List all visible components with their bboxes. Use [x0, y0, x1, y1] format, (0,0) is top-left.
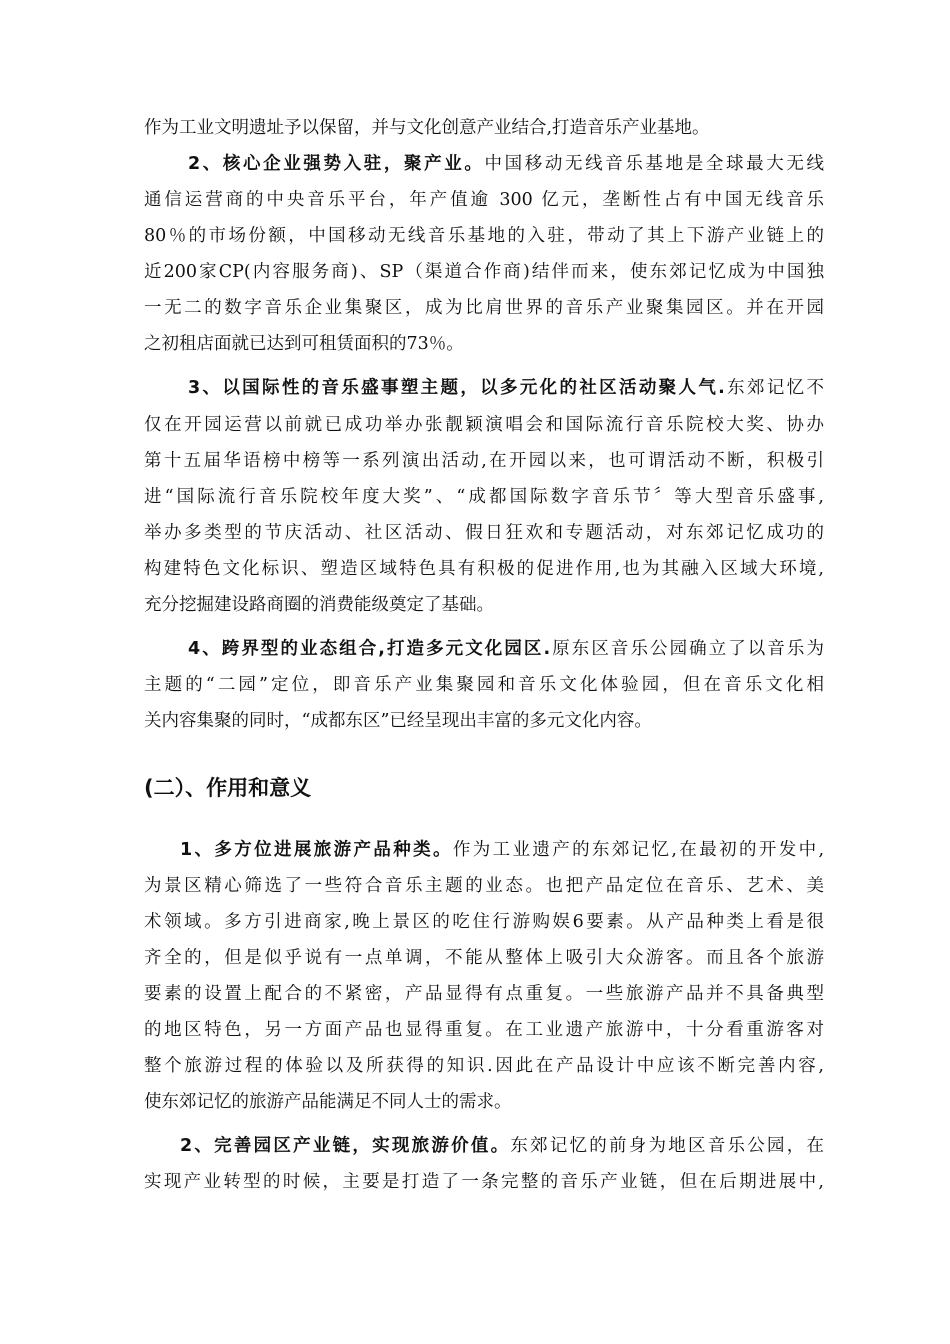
paragraph-line: 3、以国际性的音乐盛事塑主题，以多元化的社区活动聚人气.东郊记忆不	[188, 378, 824, 398]
bold-lead: 1、多方位进展旅游产品种类。	[180, 840, 453, 860]
paragraph-line: 作为工业文明遗址予以保留，并与文化创意产业结合,打造音乐产业基地。	[144, 118, 710, 138]
paragraph-line: 举办多类型的节庆活动、社区活动、假日狂欢和专题活动，对东郊记忆成功的	[144, 523, 824, 543]
paragraph-line: 使东郊记忆的旅游产品能满足不同人士的需求。	[144, 1092, 512, 1112]
paragraph-line: 进“国际流行音乐院校年度大奖”、“成都国际数字音乐节〞等大型音乐盛事,	[144, 487, 824, 507]
paragraph-line: 2、核心企业强势入驻，聚产业。中国移动无线音乐基地是全球最大无线	[188, 154, 824, 174]
bold-lead: 4、跨界型的业态组合,打造多元文化园区.	[188, 639, 551, 659]
paragraph-line: 80％的市场份额，中国移动无线音乐基地的入驻，带动了其上下游产业链上的	[144, 226, 824, 246]
bold-lead: 2、完善园区产业链，实现旅游价值。	[180, 1136, 511, 1156]
paragraph-line: 通信运营商的中央音乐平台，年产值逾 300 亿元，垄断性占有中国无线音乐	[144, 190, 824, 210]
paragraph-line: 1、多方位进展旅游产品种类。作为工业遗产的东郊记忆,在最初的开发中,	[180, 840, 825, 860]
paragraph-line: 整个旅游过程的体验以及所获得的知识.因此在产品设计中应该不断完善内容,	[144, 1056, 824, 1076]
paragraph-line: 齐全的，但是似乎说有一点单调，不能从整体上吸引大众游客。而且各个旅游	[144, 948, 824, 968]
paragraph-line: 的地区特色，另一方面产品也显得重复。在工业遗产旅游中，十分看重游客对	[144, 1020, 824, 1040]
paragraph-line: 之初租店面就已达到可租赁面积的73％。	[144, 334, 464, 354]
paragraph-line: 为景区精心筛选了一些符合音乐主题的业态。也把产品定位在音乐、艺术、美	[144, 876, 824, 896]
paragraph-line: 4、跨界型的业态组合,打造多元文化园区.原东区音乐公园确立了以音乐为	[188, 639, 824, 659]
paragraph-line: 术领域。多方引进商家,晚上景区的吃住行游购娱6要素。从产品种类上看是很	[144, 912, 824, 932]
paragraph-line: 一无二的数字音乐企业集聚区，成为比肩世界的音乐产业聚集园区。并在开园	[144, 298, 824, 318]
paragraph-line: 充分挖掘建设路商圈的消费能级奠定了基础。	[144, 595, 494, 615]
paragraph-line: 构建特色文化标识、塑造区域特色具有积极的促进作用,也为其融入区域大环境,	[144, 559, 824, 579]
paragraph-line: 2、完善园区产业链，实现旅游价值。东郊记忆的前身为地区音乐公园，在	[180, 1136, 824, 1156]
paragraph-line: 主题的“二园”定位，即音乐产业集聚园和音乐文化体验园，但在音乐文化相	[144, 675, 824, 695]
paragraph-line: 第十五届华语榜中榜等一系列演出活动,在开园以来，也可谓活动不断，积极引	[144, 451, 824, 471]
paragraph-line: 要素的设置上配合的不紧密，产品显得有点重复。一些旅游产品并不具备典型	[144, 984, 824, 1004]
paragraph-line: 仅在开园运营以前就已成功举办张靓颖演唱会和国际流行音乐院校大奖、协办	[144, 415, 824, 435]
paragraph-line: 实现产业转型的时候，主要是打造了一条完整的音乐产业链，但在后期进展中,	[144, 1172, 824, 1192]
bold-lead: 3、以国际性的音乐盛事塑主题，以多元化的社区活动聚人气.	[188, 378, 725, 398]
paragraph-line: 关内容集聚的同时，“成都东区”已经呈现出丰富的多元文化内容。	[144, 711, 652, 731]
bold-lead: 2、核心企业强势入驻，聚产业。	[188, 154, 485, 174]
paragraph-line: 近200家CP(内容服务商)、SP（渠道合作商)结伴而来，使东郊记忆成为中国独	[144, 262, 824, 282]
section-heading: (二）、作用和意义	[144, 776, 312, 800]
